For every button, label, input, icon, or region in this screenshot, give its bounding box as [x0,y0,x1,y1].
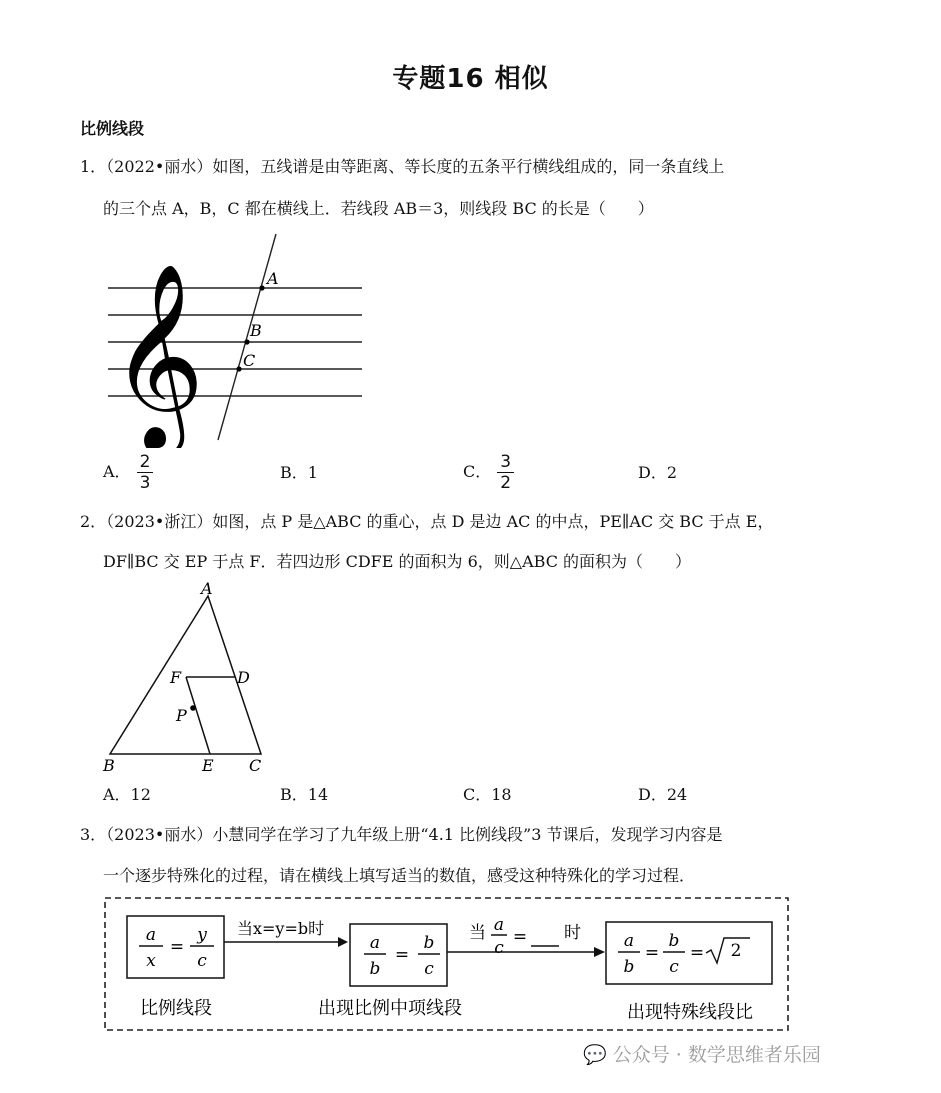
label-c: C [249,756,262,775]
arrow2-equals: = [512,927,528,947]
q2-option-c[interactable]: C．18 [463,785,512,804]
option-label: A． [103,462,131,481]
label-a: A [201,580,213,598]
treble-clef-icon: 𝄞 [110,261,205,448]
box2-den-b: b [369,959,381,979]
q2-text-line1: 2．（2023•浙江）如图，点 P 是△ABC 的重心，点 D 是边 AC 的中点，PE∥AC 交 BC 于点 E， [80,512,774,531]
label-f: F [170,668,182,687]
arrow2-suffix: 时 [564,923,581,943]
box2-num-b: b [423,933,435,953]
transversal-line [218,234,276,440]
q1-option-d[interactable]: D．2 [638,463,678,482]
caption-1: 比例线段 [140,998,212,1019]
q3-text-line1: 3．（2023•丽水）小慧同学在学习了九年级上册“4.1 比例线段”3 节课后，发现学习内容是 [80,825,723,844]
q1-option-b[interactable]: B．1 [280,463,318,482]
watermark [583,1040,821,1067]
box2-num-a: a [369,933,381,953]
caption-2: 出现比例中项线段 [318,998,462,1019]
q1-option-c[interactable] [463,452,514,493]
arrow2-den-c: c [494,938,504,958]
arrow2-num-a: a [493,915,505,935]
point-p [190,705,196,711]
box1-equals: = [169,937,185,957]
watermark-text: 公众号 · 数学思维者乐园 [612,1044,821,1066]
label-d: D [237,668,250,687]
label-c: C [243,351,256,370]
fraction [497,452,514,493]
label-a: A [267,269,279,288]
box1-den-c: c [197,951,207,971]
arrow-2-head [594,947,605,957]
caption-3: 出现特殊线段比 [627,1002,753,1023]
section-heading: 比例线段 [80,119,145,138]
point-c [236,366,241,371]
q2-option-d[interactable]: D．24 [638,785,688,804]
q3-text-line2: 一个逐步特殊化的过程，请在横线上填写适当的数值，感受这种特殊化的学习过程． [103,866,696,885]
numerator: 2 [137,452,154,473]
box3-den-b: b [623,957,635,977]
label-e: E [202,756,214,775]
point-b [244,339,249,344]
segment-fe [186,677,210,754]
q1-text-line2: 的三个点 A，B，C 都在横线上．若线段 AB＝3，则线段 BC 的长是（ ） [103,199,654,218]
box3-equals-2: = [689,943,705,963]
label-b: B [103,756,115,775]
sqrt-sign [706,938,750,963]
box3-num-b: b [668,931,680,951]
q2-option-b[interactable]: B．14 [280,785,329,804]
option-label: C． [463,462,492,481]
q2-option-a[interactable]: A．12 [103,785,151,804]
denominator: 2 [500,473,512,493]
q3-flow-diagram [100,894,795,1036]
q2-figure-triangle [98,580,278,780]
label-b: B [250,321,262,340]
wechat-icon: 💬 [583,1044,607,1066]
fraction [137,452,154,493]
denominator: 3 [139,473,151,493]
point-a [259,285,264,290]
arrow-1-head [338,937,348,947]
numerator: 3 [497,452,514,473]
page-title: 专题16 相似 [392,64,549,94]
q2-text-line2: DF∥BC 交 EP 于点 F．若四边形 CDFE 的面积为 6，则△ABC 的面积为（ ） [103,552,692,571]
box3-num-a: a [623,931,635,951]
box1-num-a: a [145,925,157,945]
arrow2-prefix: 当 [469,923,486,943]
box2-den-c: c [424,959,434,979]
q1-option-a[interactable] [103,452,153,493]
q1-figure-staff [100,228,380,448]
q1-text-line1: 1．（2022•丽水）如图，五线谱是由等距离、等长度的五条平行横线组成的，同一条直线上 [80,157,725,176]
arrow1-label: 当x=y=b时 [237,919,325,938]
box2-equals: = [394,945,410,965]
box3-root-value: 2 [730,941,742,961]
box1-den-x: x [146,951,156,971]
box3-den-c: c [669,957,679,977]
box3-equals: = [644,943,660,963]
label-p: P [176,706,187,725]
box1-num-y: y [197,925,207,945]
